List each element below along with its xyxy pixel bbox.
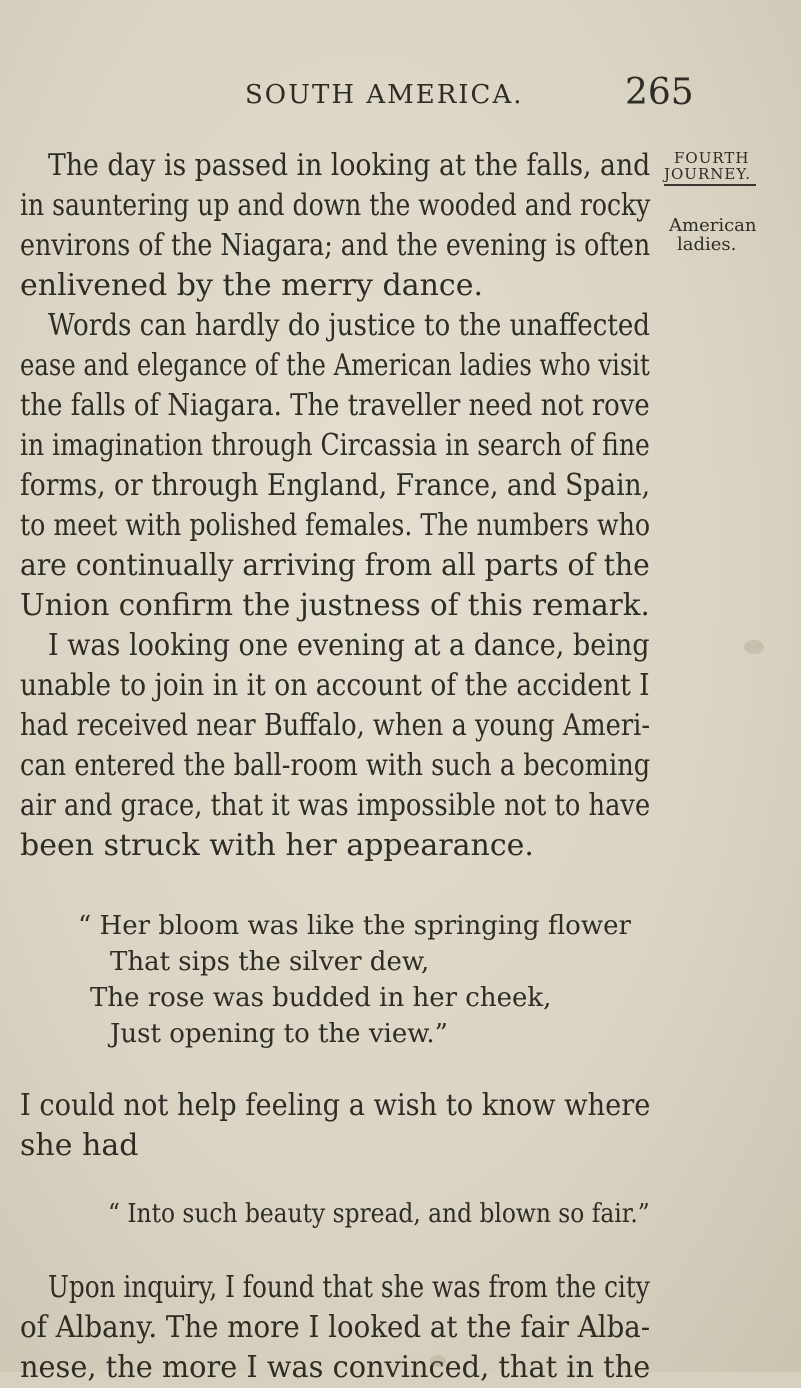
- margin-note-american: American: [669, 215, 757, 236]
- verse-line: Just opening to the view.”: [110, 1019, 448, 1049]
- text-line: I could not help feeling a wish to know where: [20, 1088, 651, 1123]
- paper-stain: [430, 1355, 446, 1367]
- margin-note-journey: JOURNEY.: [664, 165, 752, 183]
- text-line: The day is passed in looking at the falls, and: [48, 148, 651, 183]
- text-line: are continually arriving from all parts of the: [20, 548, 650, 583]
- text-line: of Albany. The more I looked at the fair Alba-: [20, 1310, 651, 1345]
- text-line: ease and elegance of the American ladies who visit: [20, 348, 650, 383]
- text-line: Upon inquiry, I found that she was from the city: [48, 1270, 650, 1305]
- text-line: can entered the ball-room with such a becoming: [20, 748, 651, 783]
- margin-note-ladies: ladies.: [677, 234, 737, 255]
- verse-line: The rose was budded in her cheek,: [90, 983, 552, 1013]
- text-line: in sauntering up and down the wooded and rocky: [20, 188, 651, 223]
- text-line: in imagination through Circassia in search of fine: [20, 428, 650, 463]
- text-line: been struck with her appearance.: [20, 828, 534, 863]
- paper-stain: [744, 640, 764, 654]
- text-line: Union confirm the justness of this remark.: [20, 588, 650, 623]
- text-line: enlivened by the merry dance.: [20, 268, 484, 303]
- text-line: had received near Buffalo, when a young Ameri-: [20, 708, 651, 743]
- verse-line: “ Her bloom was like the springing flower: [78, 911, 631, 941]
- text-line: unable to join in it on account of the accident I: [20, 668, 650, 703]
- running-title: SOUTH AMERICA.: [245, 80, 524, 110]
- text-line: I was looking one evening at a dance, being: [48, 628, 650, 663]
- text-line: she had: [20, 1128, 139, 1163]
- page-header: [0, 72, 801, 122]
- page-number: 265: [625, 72, 694, 113]
- text-line: nese, the more I was convinced, that in the: [20, 1350, 651, 1385]
- text-line: environs of the Niagara; and the evening is often: [20, 228, 651, 263]
- verse-line: That sips the silver dew,: [110, 947, 430, 977]
- text-line: to meet with polished females. The numbers who: [20, 508, 651, 543]
- text-line: forms, or through England, France, and Spain,: [20, 468, 651, 503]
- text-line: the falls of Niagara. The traveller need not rove: [20, 388, 650, 423]
- text-line: air and grace, that it was impossible not to have: [20, 788, 651, 823]
- margin-rule: [664, 184, 756, 186]
- margin-note-fourth: FOURTH: [674, 149, 750, 167]
- text-line: Words can hardly do justice to the unaffected: [48, 308, 650, 343]
- quote-line: “ Into such beauty spread, and blown so fair.”: [108, 1199, 650, 1229]
